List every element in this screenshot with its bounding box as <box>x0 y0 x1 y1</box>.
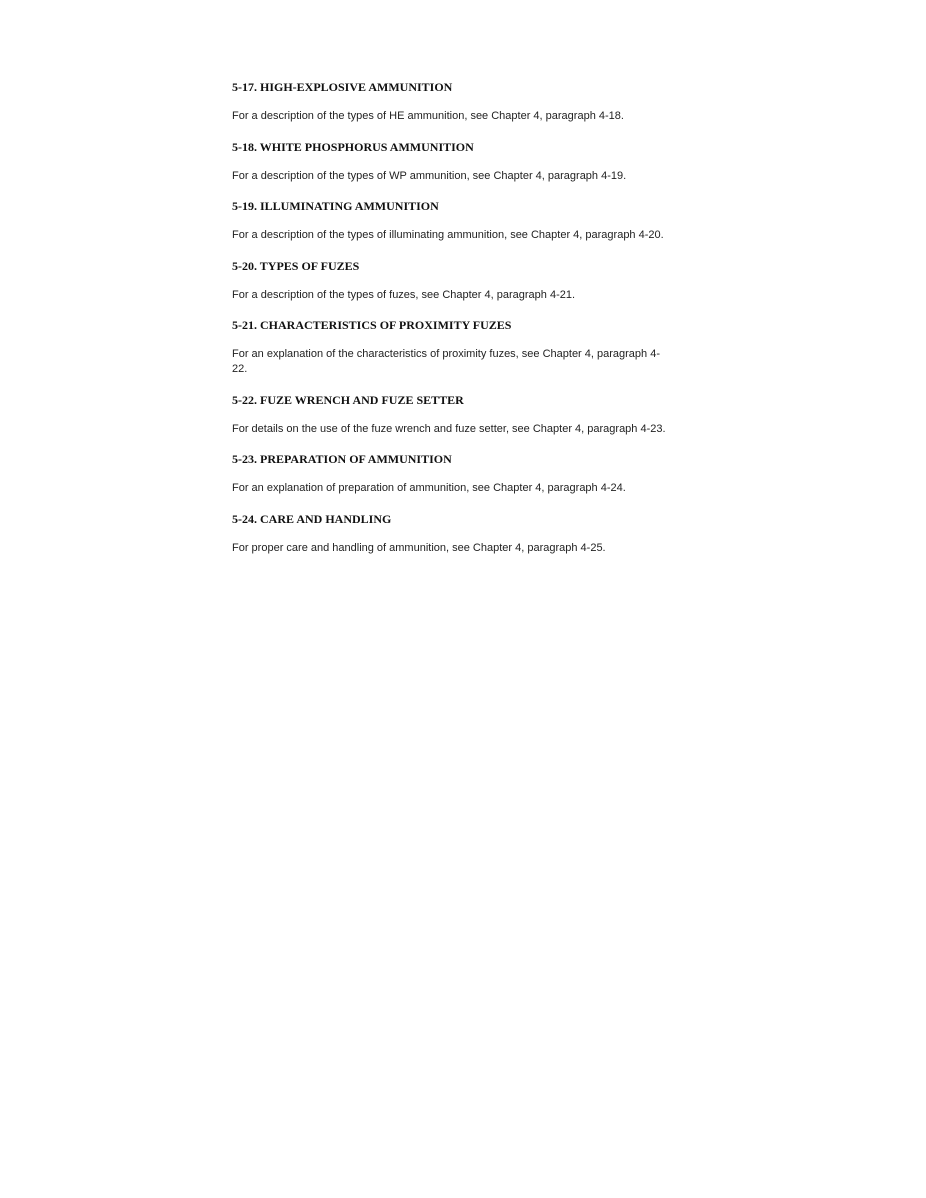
section-body-line: For a description of the types of fuzes, see Chapter 4, paragraph 4-21. <box>232 288 576 301</box>
section-body-line: For a description of the types of WP ammunition, see Chapter 4, paragraph 4-19. <box>232 169 627 182</box>
document-content <box>232 80 792 571</box>
section-heading: 5-19. ILLUMINATING AMMUNITION <box>232 199 439 213</box>
section-heading: 5-18. WHITE PHOSPHORUS AMMUNITION <box>232 139 474 154</box>
section-5-18 <box>232 140 792 184</box>
section-5-22 <box>232 393 792 437</box>
section-5-19 <box>232 199 792 243</box>
section-heading: 5-24. CARE AND HANDLING <box>232 511 392 526</box>
section-body-line: For a description of the types of HE ammunition, see Chapter 4, paragraph 4-18. <box>232 110 624 122</box>
section-body-line: For proper care and handling of ammunition, see Chapter 4, paragraph 4-25. <box>232 541 606 554</box>
section-body-line: 22. <box>232 363 248 375</box>
section-5-23 <box>232 452 792 496</box>
section-body-line: For an explanation of the characteristics of proximity fuzes, see Chapter 4, paragraph 4- <box>232 348 660 360</box>
section-5-24 <box>232 512 792 556</box>
section-body-line: For a description of the types of illuminating ammunition, see Chapter 4, paragraph 4-20. <box>232 229 664 241</box>
section-5-17 <box>232 80 792 124</box>
section-body-line: For details on the use of the fuze wrench and fuze setter, see Chapter 4, paragraph 4-23. <box>232 422 666 435</box>
section-heading: 5-22. FUZE WRENCH AND FUZE SETTER <box>232 392 464 407</box>
section-5-20 <box>232 259 792 303</box>
section-body-line: For an explanation of preparation of ammunition, see Chapter 4, paragraph 4-24. <box>232 482 626 494</box>
section-heading: 5-20. TYPES OF FUZES <box>232 258 360 273</box>
section-5-21 <box>232 318 792 377</box>
section-heading: 5-23. PREPARATION OF AMMUNITION <box>232 452 452 466</box>
section-heading: 5-17. HIGH-EXPLOSIVE AMMUNITION <box>232 80 453 94</box>
section-heading: 5-21. CHARACTERISTICS OF PROXIMITY FUZES <box>232 318 512 332</box>
